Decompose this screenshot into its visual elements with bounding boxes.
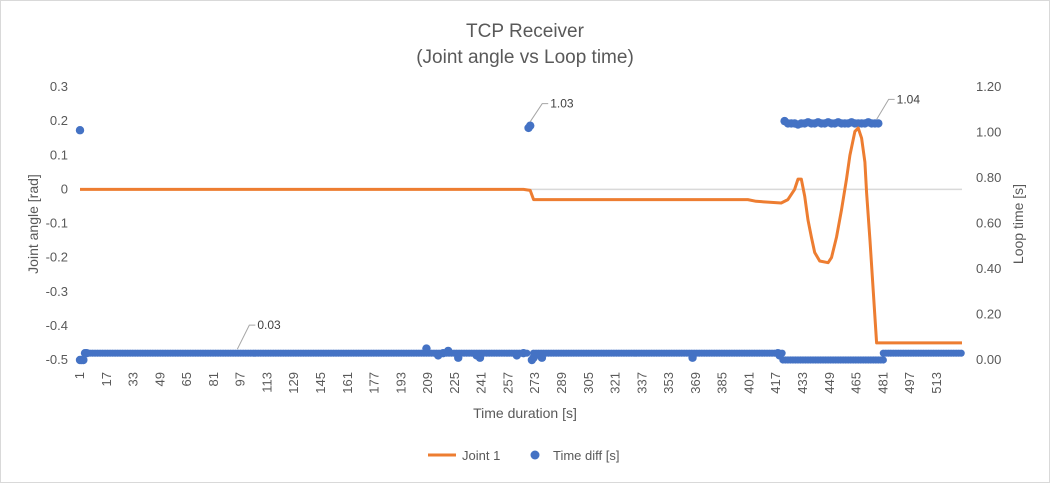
legend-joint-label: Joint 1 (462, 448, 501, 463)
timediff-point (454, 354, 462, 362)
y-tick-left: 0 (60, 181, 68, 197)
x-tick: 129 (286, 372, 302, 394)
timediff-point (82, 349, 90, 357)
timediff-point (519, 349, 527, 357)
data-label-leader (237, 325, 255, 349)
x-tick: 33 (125, 372, 141, 387)
x-tick: 49 (152, 372, 168, 387)
x-tick: 385 (714, 372, 730, 394)
y-tick-left: 0.1 (49, 147, 68, 163)
data-label: 0.03 (257, 318, 281, 333)
x-tick: 433 (795, 372, 811, 394)
timediff-point (688, 354, 696, 362)
y-tick-left: -0.2 (45, 249, 68, 265)
x-tick: 369 (687, 372, 703, 394)
x-tick: 417 (768, 372, 784, 394)
y-tick-right: 0.20 (976, 306, 1002, 322)
y-tick-right: 0.40 (976, 261, 1002, 276)
x-tick: 97 (232, 372, 248, 387)
x-tick: 81 (205, 372, 221, 387)
legend-timediff-label: Time diff [s] (553, 448, 620, 463)
x-tick: 1 (72, 372, 87, 380)
y-tick-right: 0.80 (976, 170, 1002, 185)
x-tick: 321 (607, 372, 623, 394)
x-tick: 273 (527, 372, 543, 394)
x-tick: 401 (741, 372, 757, 394)
y-tick-right: 1.20 (976, 79, 1002, 94)
x-tick: 481 (875, 372, 891, 394)
x-tick: 177 (366, 372, 382, 394)
data-label: 1.04 (896, 92, 921, 107)
timediff-point (526, 121, 534, 129)
x-tick: 65 (179, 372, 195, 387)
timediff-point (76, 126, 84, 134)
x-tick: 305 (580, 372, 596, 394)
data-label: 1.03 (550, 96, 574, 111)
x-tick: 225 (446, 372, 462, 394)
x-tick: 145 (313, 372, 329, 394)
x-tick: 257 (500, 372, 516, 394)
timediff-point (476, 354, 484, 362)
timediff-point (538, 354, 546, 362)
x-tick: 289 (554, 372, 570, 394)
y-tick-right: 0.60 (976, 215, 1002, 231)
chart-title-line-2: (Joint angle vs Loop time) (416, 47, 634, 68)
x-tick: 465 (848, 372, 864, 394)
x-tick: 193 (393, 372, 409, 394)
y-axis-title-left: Joint angle [rad] (25, 174, 41, 274)
y-tick-right: 0.00 (976, 352, 1002, 367)
timediff-point (775, 351, 783, 359)
x-tick: 209 (420, 372, 436, 394)
y-tick-left: -0.5 (45, 352, 68, 367)
x-tick: 161 (339, 372, 355, 394)
y-tick-left: -0.4 (45, 317, 68, 333)
x-tick: 353 (661, 372, 677, 394)
x-axis-title: Time duration [s] (473, 405, 577, 421)
data-label-leader (877, 99, 895, 119)
y-tick-left: -0.3 (45, 283, 68, 299)
y-tick-left: -0.1 (45, 215, 68, 231)
legend (428, 448, 619, 463)
joint-1-line (80, 128, 962, 343)
y-tick-right: 1.00 (976, 124, 1002, 140)
y-tick-left: 0.3 (49, 79, 68, 94)
y-tick-left: 0.2 (49, 113, 68, 129)
timediff-point (422, 344, 430, 352)
x-tick: 241 (473, 372, 489, 394)
timediff-point (958, 350, 965, 357)
x-tick: 513 (928, 372, 944, 394)
timediff-point (444, 347, 452, 355)
x-tick: 17 (98, 372, 114, 387)
timediff-point (874, 119, 882, 127)
y-axis-title-right: Loop time [s] (1010, 183, 1026, 265)
x-tick: 497 (902, 372, 918, 394)
chart-title-line-1: TCP Receiver (466, 21, 584, 42)
x-tick: 337 (634, 372, 650, 394)
legend-timediff-marker (531, 451, 540, 460)
timediff-point (880, 356, 887, 363)
data-label-leader (530, 104, 548, 122)
x-tick: 113 (259, 372, 275, 393)
x-tick: 449 (821, 372, 837, 394)
